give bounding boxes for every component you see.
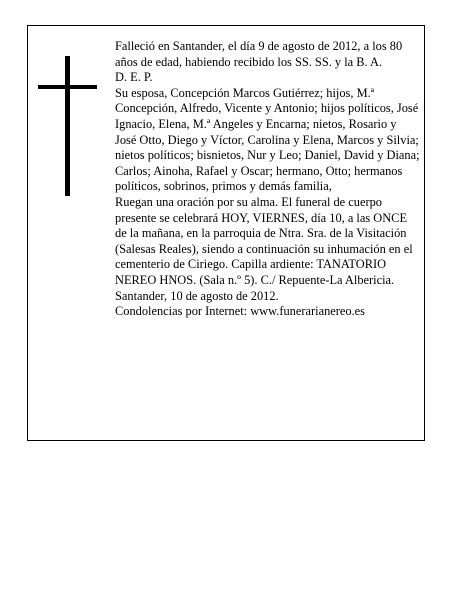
cross-icon-bar [38, 85, 97, 89]
cross-icon [65, 56, 70, 196]
rip-line: D. E. P. [115, 70, 153, 85]
obituary-text [115, 39, 420, 320]
funeral-details: Ruegan una oración por su alma. El funeral de cuerpo presente se celebrará HOY, VIERNES, día 10, a las ONCE de la mañana, en la parroquia de Ntra. Sra. de la Visitación (Salesas Reales), siendo a continuación su inhumación en el cementerio de Ciriego. Capilla ardiente: TANATORIO NEREO HNOS. (Sala n.º 5). C./ Repuente-La Albericia. [115, 194, 413, 287]
condolences-line: Condolencias por Internet: www.funerarianereo.es [115, 304, 366, 319]
place-date: Santander, 10 de agosto de 2012. [115, 288, 279, 303]
family-list: Su esposa, Concepción Marcos Gutiérrez; hijos, M.ª Concepción, Alfredo, Vicente y Antonio; hijos políticos, José Ignacio, Elena, M.ª Angeles y Encarna; nietos, Rosario y José Otto, Diego y Víctor, Carolina y Elena, Marcos y Silvia; nietos políticos; bisnietos, Nur y Leo; Daniel, David y Diana; Carlos; Ainoha, Rafael y Oscar; hermano, Otto; hermanos políticos, sobrinos, primos y demás familia, [115, 85, 420, 194]
death-announcement: Falleció en Santander, el día 9 de agosto de 2012, a los 80 años de edad, habiendo recibido los SS. SS. y la B. A. [115, 39, 403, 69]
